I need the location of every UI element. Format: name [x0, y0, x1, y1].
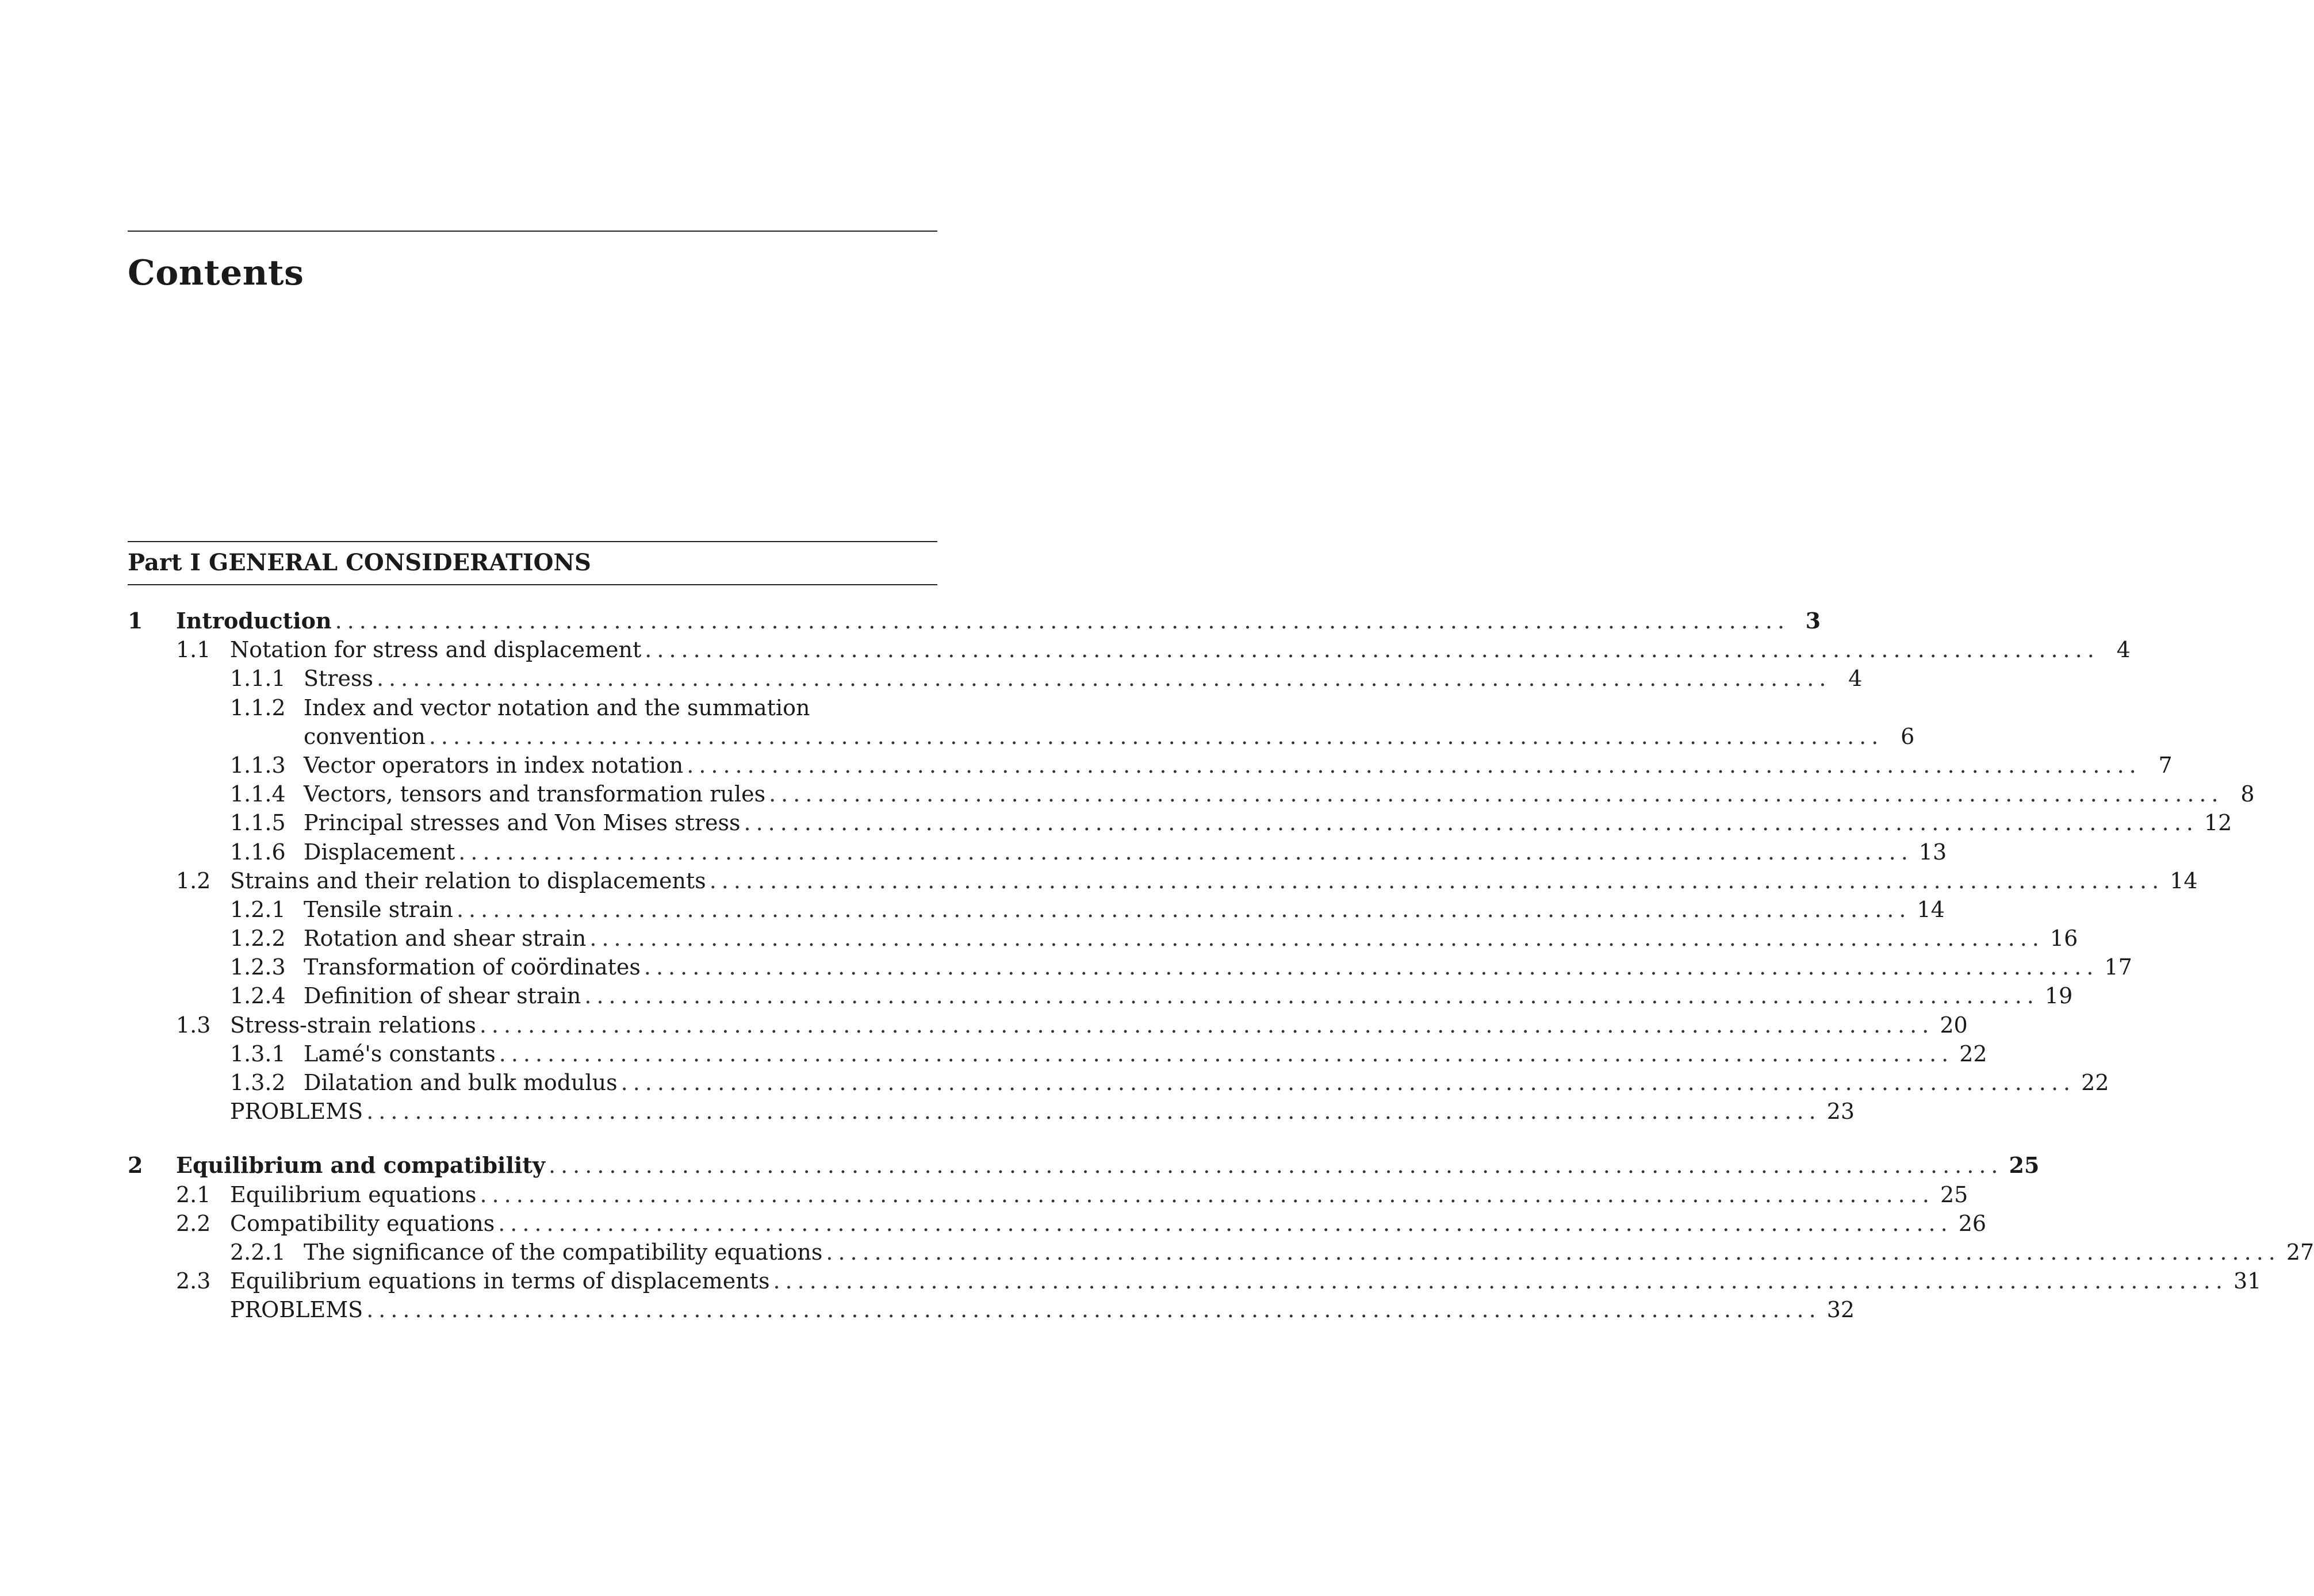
toc-page-number: 3 [1805, 608, 1821, 634]
part-rule-bottom [128, 584, 937, 585]
toc-section-2-2[interactable] [128, 1209, 1987, 1238]
part-heading: Part I GENERAL CONSIDERATIONS [128, 549, 591, 576]
toc-number: 2 [128, 1152, 143, 1179]
dot-leader: ........................................................................................................................ [376, 666, 1832, 692]
toc-title: PROBLEMS [230, 1297, 363, 1323]
dot-leader: ........................................................................................................................ [773, 1268, 2228, 1294]
dot-leader: ........................................................................................................................ [458, 839, 1913, 865]
toc-section-2-3[interactable] [128, 1267, 2262, 1295]
toc-page-number: 27 [2286, 1239, 2314, 1265]
toc-subsection-1-2-3[interactable] [128, 953, 2132, 981]
toc-title: Vector operators in index notation [304, 752, 684, 778]
toc-page-number: 22 [1959, 1041, 1987, 1066]
toc-page-number: 26 [1958, 1210, 1987, 1236]
toc-page-number: 13 [1918, 839, 1947, 865]
toc-number: 1.1 [176, 637, 211, 663]
toc-page-number: 8 [2240, 781, 2255, 807]
toc-page-number: 31 [2233, 1268, 2262, 1294]
toc-page-number: 4 [2116, 637, 2131, 663]
toc-page-number: 25 [2009, 1152, 2040, 1179]
toc-title: Introduction [176, 608, 332, 634]
toc-page-number: 7 [2158, 752, 2173, 778]
toc-number: 1.1.3 [230, 752, 286, 778]
toc-number: 1.1.2 [230, 695, 286, 720]
toc-subsection-1-1-2-continued[interactable] [128, 722, 1915, 751]
dot-leader: ........................................................................................................................ [335, 608, 1790, 634]
toc-title: Equilibrium and compatibility [176, 1152, 545, 1179]
toc-title: Principal stresses and Von Mises stress [304, 810, 741, 836]
toc-title: Stress-strain relations [230, 1012, 476, 1038]
toc-page-number: 14 [2170, 868, 2198, 893]
toc-page-number: 19 [2044, 983, 2073, 1009]
toc-title: Notation for stress and displacement [230, 637, 642, 663]
toc-number: 1 [128, 608, 143, 634]
toc-title: Tensile strain [304, 896, 453, 922]
toc-number: 1.3.1 [230, 1041, 286, 1066]
toc-subsection-1-1-3[interactable] [128, 751, 2173, 780]
dot-leader: ........................................................................................................................ [620, 1070, 2076, 1095]
toc-subsection-1-2-4[interactable] [128, 981, 2073, 1010]
toc-title: Displacement [304, 839, 455, 865]
toc-problems-chapter-2[interactable] [128, 1295, 1855, 1324]
toc-number: 2.1 [176, 1181, 211, 1207]
dot-leader: ........................................................................................................................ [480, 1181, 1934, 1207]
page-title: Contents [128, 253, 304, 293]
toc-number: 1.1.5 [230, 810, 286, 836]
toc-number: 2.2.1 [230, 1239, 286, 1265]
table-of-contents [128, 607, 2314, 1325]
dot-leader: ........................................................................................................................ [645, 637, 2100, 663]
toc-chapter-2[interactable] [128, 1151, 2040, 1180]
toc-section-2-1[interactable] [128, 1180, 1968, 1209]
toc-number: 2.3 [176, 1268, 211, 1294]
toc-number: 2.2 [176, 1210, 211, 1236]
dot-leader: ........................................................................................................................ [549, 1153, 2003, 1179]
dot-leader: ........................................................................................................................ [428, 723, 1884, 749]
toc-page-number: 14 [1917, 896, 1945, 922]
dot-leader: ........................................................................................................................ [498, 1210, 1953, 1236]
toc-title: Vectors, tensors and transformation rules [304, 781, 766, 807]
toc-title: Definition of shear strain [304, 983, 581, 1009]
toc-number: 1.3 [176, 1012, 211, 1038]
toc-problems-chapter-1[interactable] [128, 1097, 1855, 1126]
toc-page-number: 25 [1940, 1181, 1968, 1207]
dot-leader: ........................................................................................................................ [584, 983, 2039, 1009]
toc-number: 1.3.2 [230, 1070, 286, 1095]
toc-subsection-1-2-1[interactable] [128, 895, 1945, 924]
dot-leader: ........................................................................................................................ [589, 926, 2044, 952]
toc-title: Transformation of coördinates [304, 954, 641, 980]
toc-title: Strains and their relation to displacements [230, 868, 706, 893]
toc-subsection-1-3-1[interactable] [128, 1039, 1987, 1068]
dot-leader: ........................................................................................................................ [769, 781, 2224, 807]
dot-leader: ........................................................................................................................ [709, 868, 2164, 893]
dot-leader: ........................................................................................................................ [366, 1297, 1821, 1323]
toc-subsection-1-1-6[interactable] [128, 838, 1947, 866]
dot-leader: ........................................................................................................................ [744, 810, 2198, 836]
toc-number: 1.1.6 [230, 839, 286, 865]
toc-section-1-1[interactable] [128, 635, 2131, 664]
toc-page-number: 22 [2081, 1070, 2109, 1095]
toc-page-number: 12 [2204, 810, 2232, 836]
toc-page-number: 16 [2049, 926, 2078, 952]
toc-title: Equilibrium equations [230, 1181, 477, 1207]
toc-number: 1.2.1 [230, 896, 286, 922]
toc-title: Lamé's constants [304, 1041, 496, 1066]
toc-title: PROBLEMS [230, 1099, 363, 1125]
toc-page-number: 32 [1826, 1297, 1855, 1323]
dot-leader: ........................................................................................................................ [826, 1239, 2281, 1265]
toc-number: 1.1.1 [230, 666, 286, 692]
toc-subsection-2-2-1[interactable] [128, 1238, 2314, 1267]
toc-chapter-1[interactable] [128, 607, 1821, 635]
toc-page-number: 17 [2104, 954, 2132, 980]
top-rule [128, 231, 937, 232]
toc-number: 1.2.3 [230, 954, 286, 980]
dot-leader: ........................................................................................................................ [499, 1041, 1954, 1066]
toc-title: Dilatation and bulk modulus [304, 1070, 618, 1095]
toc-subsection-1-2-2[interactable] [128, 924, 2078, 953]
toc-subsection-1-3-2[interactable] [128, 1068, 2109, 1097]
toc-title: Compatibility equations [230, 1210, 495, 1236]
dot-leader: ........................................................................................................................ [366, 1099, 1821, 1125]
toc-title: Equilibrium equations in terms of displacements [230, 1268, 770, 1294]
part-rule-top [128, 541, 937, 542]
toc-title: The significance of the compatibility equations [304, 1239, 823, 1265]
toc-title: Stress [304, 666, 373, 692]
toc-number: 1.1.4 [230, 781, 286, 807]
toc-title-line-1: Index and vector notation and the summation [304, 695, 810, 720]
dot-leader: ........................................................................................................................ [643, 954, 2099, 980]
toc-number: 1.2 [176, 868, 211, 893]
toc-subsection-1-1-2[interactable] [128, 693, 937, 722]
dot-leader: ........................................................................................................................ [456, 896, 1911, 922]
toc-number: 1.2.4 [230, 983, 286, 1009]
toc-section-1-3[interactable] [128, 1011, 1968, 1039]
toc-page-number: 20 [1940, 1012, 1968, 1038]
toc-title: convention [304, 723, 426, 749]
toc-subsection-1-1-1[interactable] [128, 664, 1863, 693]
toc-title: Rotation and shear strain [304, 926, 587, 952]
dot-leader: ........................................................................................................................ [687, 752, 2141, 778]
toc-page-number: 6 [1901, 723, 1915, 749]
toc-section-1-2[interactable] [128, 866, 2198, 895]
dot-leader: ........................................................................................................................ [479, 1012, 1934, 1038]
toc-number: 1.2.2 [230, 926, 286, 952]
toc-page-number: 4 [1848, 666, 1863, 692]
toc-subsection-1-1-5[interactable] [128, 808, 2232, 837]
toc-page-number: 23 [1826, 1099, 1855, 1125]
toc-subsection-1-1-4[interactable] [128, 780, 2255, 808]
